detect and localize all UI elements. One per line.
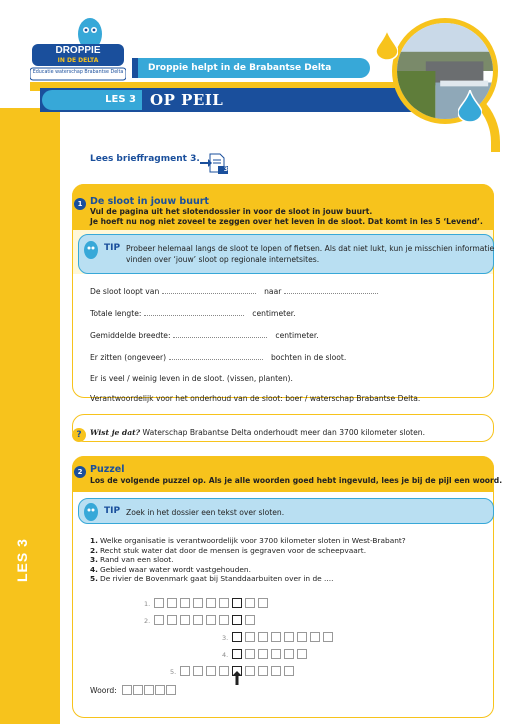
- list-item: 3. Rand van een sloot.: [90, 555, 174, 565]
- section1-instruction-2: Je hoeft nu nog niet zoveel te zeggen over het leven in de sloot. Dat komt in les 5 ‘Levend’.: [90, 217, 483, 226]
- grid-cell[interactable]: [271, 632, 281, 642]
- field-lengte: Totale lengte: centimeter.: [90, 309, 296, 318]
- logo-subtitle: IN DE DELTA: [57, 57, 99, 64]
- grid-cell[interactable]: [310, 632, 320, 642]
- grid-cell[interactable]: [193, 598, 203, 608]
- grid-cell[interactable]: [219, 615, 229, 625]
- grid-cell[interactable]: [258, 598, 268, 608]
- row-number: 5.: [170, 668, 177, 676]
- header-subtitle: Droppie helpt in de Brabantse Delta: [138, 58, 370, 78]
- section2-number: 2: [74, 466, 86, 478]
- grid-cell[interactable]: [206, 615, 216, 625]
- grid-cell[interactable]: [180, 666, 190, 676]
- section1-title: De sloot in jouw buurt: [90, 196, 209, 207]
- grid-cell[interactable]: [193, 666, 203, 676]
- blank-naar[interactable]: [284, 286, 378, 294]
- question-mark-icon: ?: [72, 428, 86, 442]
- word-cell[interactable]: [133, 685, 143, 695]
- grid-cell[interactable]: [245, 598, 255, 608]
- grid-cell[interactable]: [180, 615, 190, 625]
- blue-drop-icon: [458, 90, 482, 122]
- key-cell[interactable]: [232, 598, 242, 608]
- page-title: OP PEIL: [150, 91, 224, 109]
- field-onderhoud: Verantwoordelijk voor het onderhoud van de sloot: boer / waterschap Brabantse Delta.: [90, 394, 421, 403]
- tip-label-1: TIP: [104, 243, 121, 253]
- grid-cell[interactable]: [297, 632, 307, 642]
- section2-card: [72, 456, 494, 718]
- grid-cell[interactable]: [167, 598, 177, 608]
- lesson-tab: LES 3: [42, 90, 142, 110]
- grid-cell[interactable]: [271, 649, 281, 659]
- word-label: Woord:: [90, 686, 117, 695]
- grid-cell[interactable]: [297, 649, 307, 659]
- header-photo: [392, 18, 498, 124]
- grid-cell[interactable]: [284, 649, 294, 659]
- droppie-tip-icon: [80, 238, 102, 260]
- grid-cell[interactable]: [258, 666, 268, 676]
- grid-cell[interactable]: [245, 666, 255, 676]
- blank-van[interactable]: [162, 286, 256, 294]
- field-loopt-van: De sloot loopt van naar: [90, 286, 378, 296]
- row-number: 1.: [144, 600, 151, 608]
- word-cell[interactable]: [166, 685, 176, 695]
- field-leven: Er is veel / weinig leven in de sloot. (vissen, planten).: [90, 374, 293, 383]
- list-item: 5. De rivier de Bovenmark gaat bij Standdaarbuiten over in de ....: [90, 574, 334, 584]
- grid-cell[interactable]: [193, 615, 203, 625]
- grid-cell[interactable]: [245, 615, 255, 625]
- grid-cell[interactable]: [219, 666, 229, 676]
- grid-cell[interactable]: [284, 632, 294, 642]
- key-cell[interactable]: [232, 649, 242, 659]
- arrow-up-icon: [232, 671, 242, 685]
- list-item: 1. Welke organisatie is verantwoordelijk voor 3700 kilometer sloten in West-Brabant?: [90, 536, 406, 545]
- yellow-drop-icon: [376, 30, 398, 60]
- row-number: 4.: [222, 651, 229, 659]
- blank-breedte[interactable]: [173, 330, 267, 338]
- droppie-tip-icon: [80, 500, 102, 522]
- document-number: 3: [223, 166, 229, 173]
- grid-cell[interactable]: [180, 598, 190, 608]
- field-breedte: Gemiddelde breedte: centimeter.: [90, 331, 319, 340]
- sidebar-band: [0, 108, 60, 724]
- field-bochten: Er zitten (ongeveer) bochten in de sloot.: [90, 353, 347, 362]
- blank-bochten[interactable]: [169, 352, 263, 360]
- grid-cell[interactable]: [206, 666, 216, 676]
- tip-text-1a: Probeer helemaal langs de sloot te lopen of fietsen. Als dat niet lukt, kun je misschien informatie: [126, 244, 495, 253]
- row-number: 3.: [222, 634, 229, 642]
- row-number: 2.: [144, 617, 151, 625]
- grid-cell[interactable]: [219, 598, 229, 608]
- grid-cell[interactable]: [258, 632, 268, 642]
- list-item: 4. Gebied waar water wordt vastgehouden.: [90, 564, 251, 574]
- word-cell[interactable]: [155, 685, 165, 695]
- fact-text: Wist je dat? Waterschap Brabantse Delta onderhoudt meer dan 3700 kilometer sloten.: [90, 428, 426, 437]
- read-instruction: Lees brieffragment 3.: [90, 154, 200, 164]
- grid-cell[interactable]: [245, 649, 255, 659]
- section2-title: Puzzel: [90, 464, 125, 475]
- section1-instruction-1: Vul de pagina uit het slotendossier in voor de sloot in jouw buurt.: [90, 207, 373, 216]
- section2-instruction: Los de volgende puzzel op. Als je alle woorden goed hebt ingevuld, lees je bij de pijl een woord.: [90, 476, 503, 485]
- question-list: [90, 536, 406, 584]
- grid-cell[interactable]: [167, 615, 177, 625]
- tip-text-2: Zoek in het dossier een tekst over sloten.: [126, 508, 285, 517]
- word-cell[interactable]: [122, 685, 132, 695]
- key-cell[interactable]: [232, 632, 242, 642]
- tip-label-2: TIP: [104, 506, 121, 516]
- grid-cell[interactable]: [245, 632, 255, 642]
- grid-cell[interactable]: [258, 649, 268, 659]
- section1-number: 1: [74, 198, 86, 210]
- grid-cell[interactable]: [271, 666, 281, 676]
- grid-cell[interactable]: [323, 632, 333, 642]
- sidebar-lesson-label: LES 3: [14, 538, 30, 582]
- grid-cell[interactable]: [154, 598, 164, 608]
- grid-cell[interactable]: [154, 615, 164, 625]
- logo-tagline: Educatie waterschap Brabantse Delta: [32, 70, 124, 75]
- key-cell[interactable]: [232, 615, 242, 625]
- word-cell[interactable]: [144, 685, 154, 695]
- grid-cell[interactable]: [206, 598, 216, 608]
- section2-header: [72, 456, 494, 492]
- tip-text-1b: vinden over ‘jouw’ sloot op regionale internetsites.: [126, 255, 320, 264]
- grid-cell[interactable]: [284, 666, 294, 676]
- logo-title: DROPPIE: [55, 45, 101, 56]
- blank-lengte[interactable]: [144, 308, 244, 316]
- list-item: 2. Recht stuk water dat door de mensen is gegraven voor de scheepvaart.: [90, 545, 367, 555]
